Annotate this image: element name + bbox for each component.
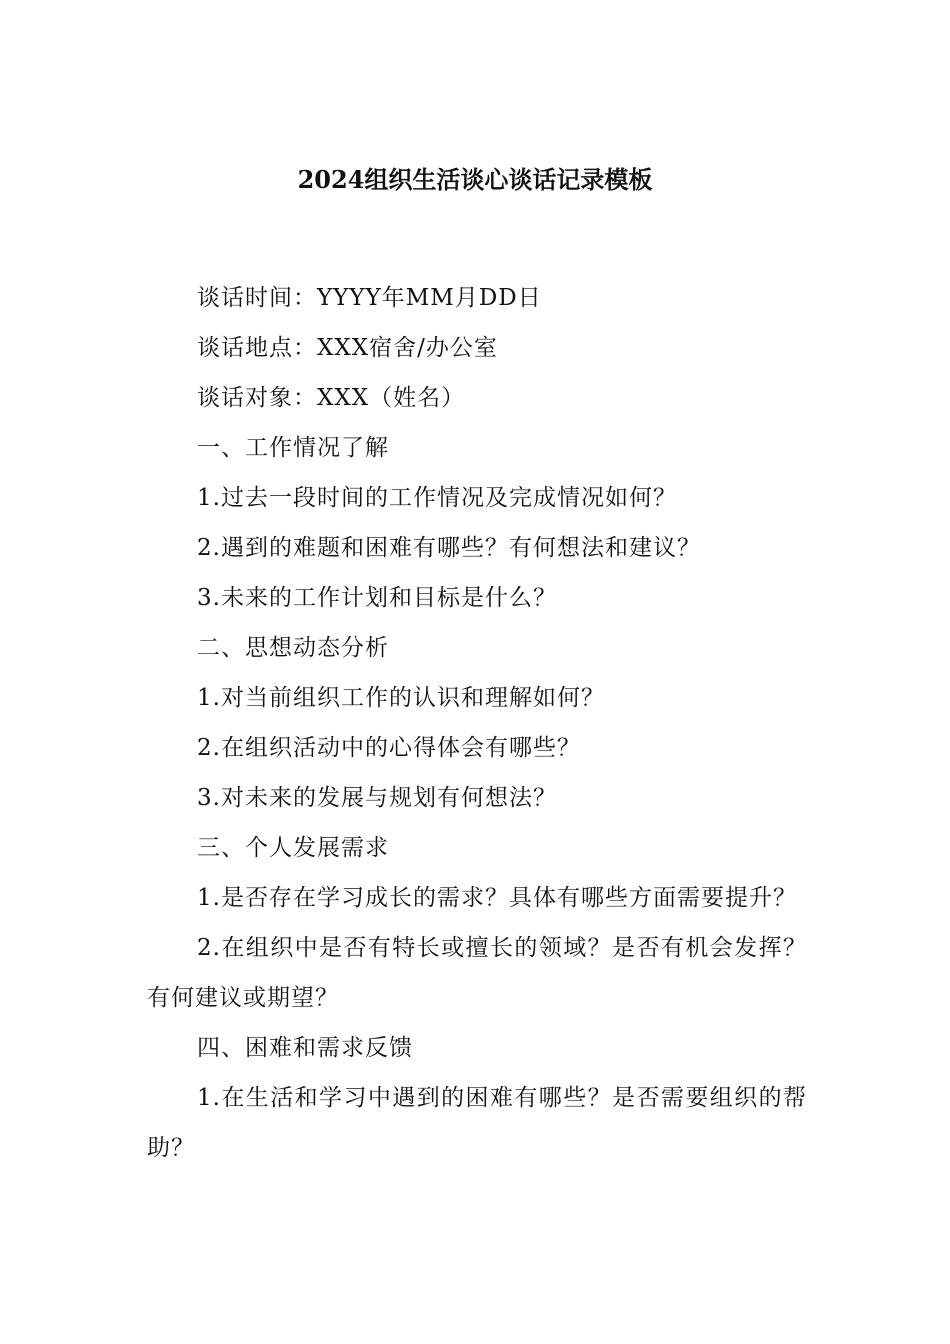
question-item: 1.对当前组织工作的认识和理解如何？ (197, 685, 605, 711)
question-item: 1.过去一段时间的工作情况及完成情况如何？ (197, 485, 677, 511)
question-item: 3.未来的工作计划和目标是什么？ (197, 585, 557, 611)
question-item: 1.在生活和学习中遇到的困难有哪些？是否需要组织的帮助？ (147, 1085, 807, 1161)
meeting-subject: 谈话对象：XXX（姓名） (197, 385, 466, 411)
question-item: 2.在组织活动中的心得体会有哪些？ (197, 735, 581, 761)
question-item: 2.在组织中是否有特长或擅长的领域？是否有机会发挥？有何建议或期望？ (147, 935, 807, 1011)
section-heading-work: 一、工作情况了解 (197, 435, 389, 461)
question-item: 3.对未来的发展与规划有何想法？ (197, 785, 557, 811)
meeting-time: 谈话时间：YYYY年MM月DD日 (197, 285, 542, 311)
question-item: 1.是否存在学习成长的需求？具体有哪些方面需要提升？ (197, 885, 797, 911)
question-item: 2.遇到的难题和困难有哪些？有何想法和建议？ (197, 535, 701, 561)
section-heading-thought: 二、思想动态分析 (197, 635, 389, 661)
meeting-location: 谈话地点：XXX宿舍/办公室 (197, 335, 498, 361)
document-title: 2024组织生活谈心谈话记录模板 (297, 165, 653, 194)
section-heading-feedback: 四、困难和需求反馈 (197, 1035, 413, 1061)
section-heading-development: 三、个人发展需求 (197, 835, 389, 861)
document-body (147, 273, 807, 1173)
